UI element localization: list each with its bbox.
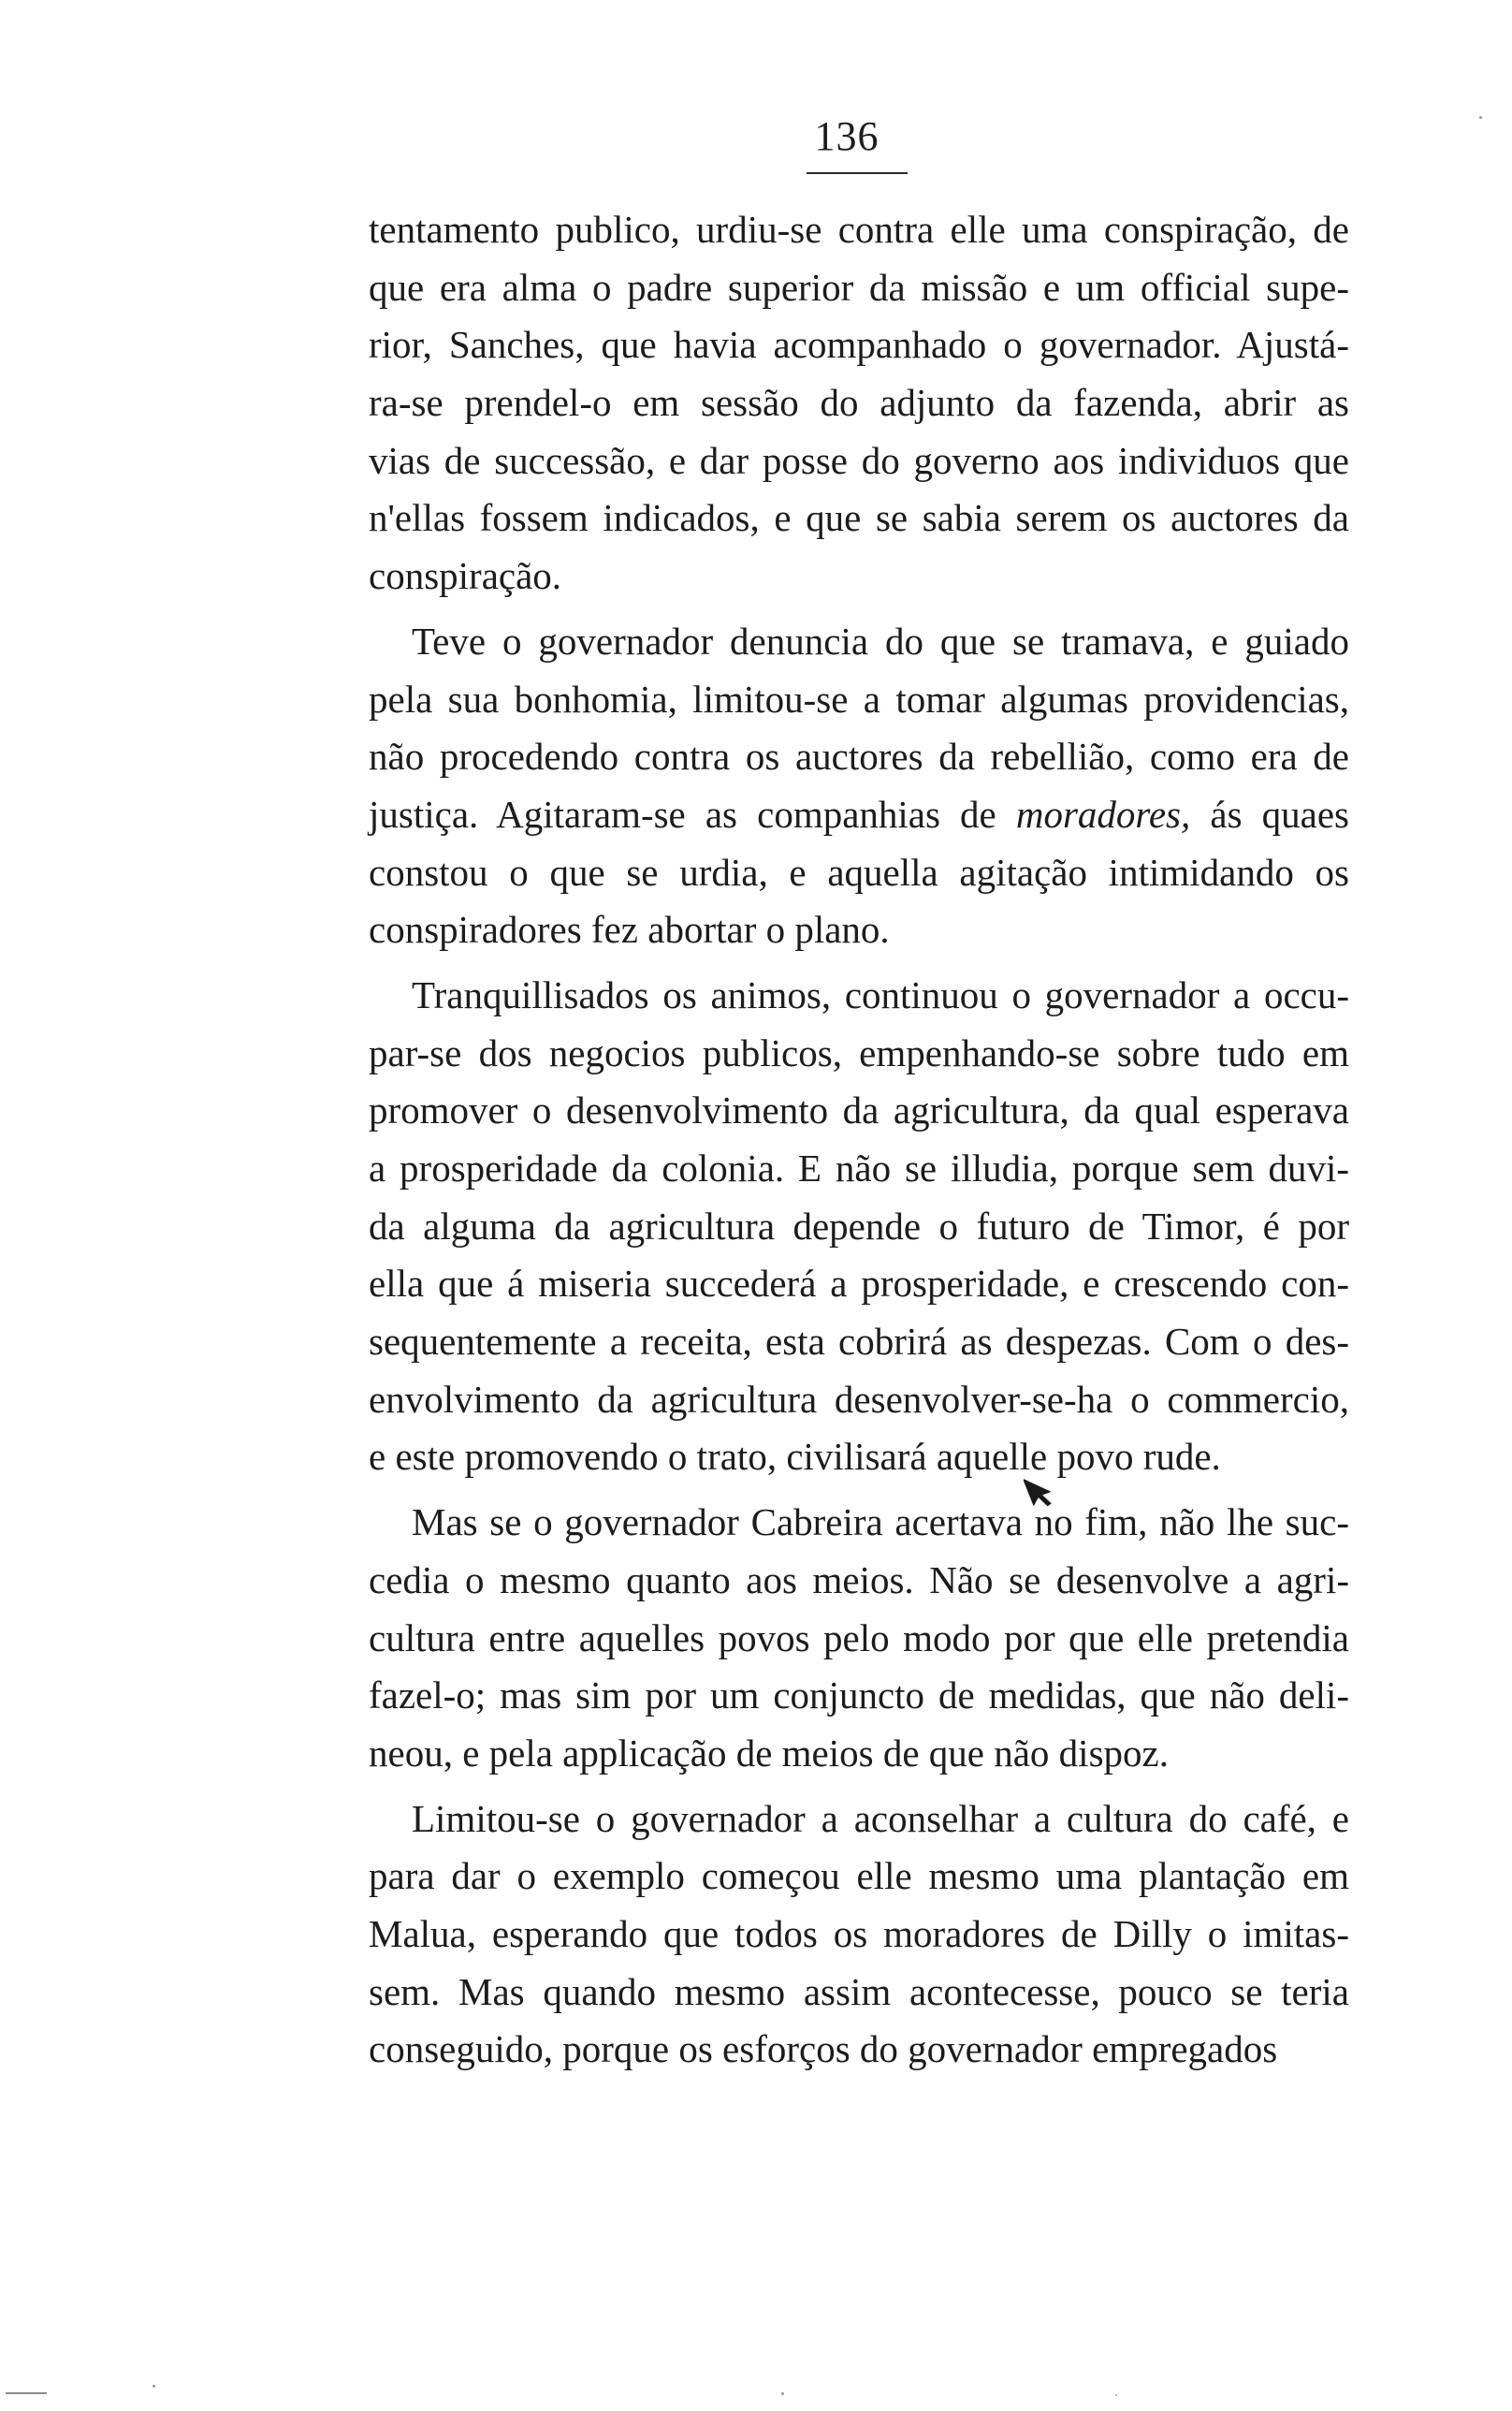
text-line: e este promovendo o trato, civilisará aquelle povo rude.	[369, 1435, 1221, 1479]
text-line: Malua, esperando que todos os moradores de Dilly o imitas-	[369, 1911, 1349, 1955]
scan-speck	[1479, 116, 1482, 119]
text-line: da alguma da agricultura depende o futuro de Timor, é por	[369, 1204, 1349, 1248]
body-text	[369, 201, 1349, 2079]
paragraph-gap	[369, 1486, 1349, 1494]
text-line: Mas se o governador Cabreira acertava no fim, não lhe suc-	[412, 1500, 1349, 1544]
text-line: neou, e pela applicação de meios de que não dispoz.	[369, 1731, 1169, 1775]
text-line: a prosperidade da colonia. E não se illudia, porque sem duvi-	[369, 1147, 1349, 1190]
text-line: Teve o governador denuncia do que se tramava, e guiado	[412, 619, 1349, 663]
text-line: não procedendo contra os auctores da rebellião, como era de	[369, 735, 1349, 779]
text-line: n'ellas fossem indicados, e que se sabia serem os auctores da	[369, 496, 1349, 540]
text-line: tentamento publico, urdiu-se contra elle uma conspiração, de	[369, 208, 1349, 251]
text-line: ra-se prendel-o em sessão do adjunto da fazenda, abrir as	[369, 381, 1349, 425]
text-line: constou o que se urdia, e aquella agitação intimidando os	[369, 850, 1349, 894]
text-line: rior, Sanches, que havia acompanhado o governador. Ajustá-	[369, 323, 1349, 367]
text-line: ella que á miseria succederá a prosperidade, e crescendo con-	[369, 1262, 1349, 1306]
text-line: vias de successão, e dar posse do governo aos individuos que	[369, 438, 1349, 482]
scan-speck	[781, 2392, 784, 2395]
text-line: para dar o exemplo começou elle mesmo uma plantação em	[369, 1854, 1349, 1898]
text-line: conseguido, porque os esforços do governador empregados	[369, 2027, 1278, 2071]
text-line: cedia o mesmo quanto aos meios. Não se desenvolve a agri-	[369, 1557, 1349, 1601]
text-line: sequentemente a receita, esta cobrirá as despezas. Com o des-	[369, 1320, 1349, 1364]
page-number: 136	[814, 113, 880, 159]
text-line: justiça. Agitaram-se as companhias de moradores, ás quaes	[369, 792, 1349, 836]
paragraph-gap	[369, 1783, 1349, 1790]
text-line: sem. Mas quando mesmo assim acontecesse, pouco se teria	[369, 1969, 1349, 2013]
scan-speck	[1115, 2394, 1117, 2396]
text-line: conspiradores fez abortar o plano.	[369, 908, 890, 952]
text-line: que era alma o padre superior da missão e um official supe-	[369, 265, 1349, 309]
scan-speck	[153, 2385, 155, 2388]
scan-edge-mark	[6, 2392, 47, 2394]
paragraph-gap	[369, 606, 1349, 613]
italic-term: moradores,	[1015, 792, 1191, 836]
text-line: pela sua bonhomia, limitou-se a tomar algumas providencias,	[369, 677, 1349, 721]
text-line: fazel-o; mas sim por um conjuncto de medidas, que não deli-	[369, 1673, 1349, 1717]
page-number-rule	[807, 172, 908, 174]
text-line: par-se dos negocios publicos, empenhando-se sobre tudo em	[369, 1030, 1349, 1074]
text-line: Tranquillisados os animos, continuou o governador a occu-	[412, 972, 1349, 1016]
paragraph-gap	[369, 959, 1349, 967]
text-line: promover o desenvolvimento da agricultura, da qual esperava	[369, 1089, 1349, 1132]
text-line: envolvimento da agricultura desenvolver-se-ha o commercio,	[369, 1377, 1349, 1421]
text-line: Limitou-se o governador a aconselhar a cultura do café, e	[412, 1796, 1349, 1840]
text-line: conspiração.	[369, 554, 562, 598]
mouse-pointer-icon	[1024, 1470, 1061, 1508]
text-line: cultura entre aquelles povos pelo modo por que elle pretendia	[369, 1615, 1349, 1659]
